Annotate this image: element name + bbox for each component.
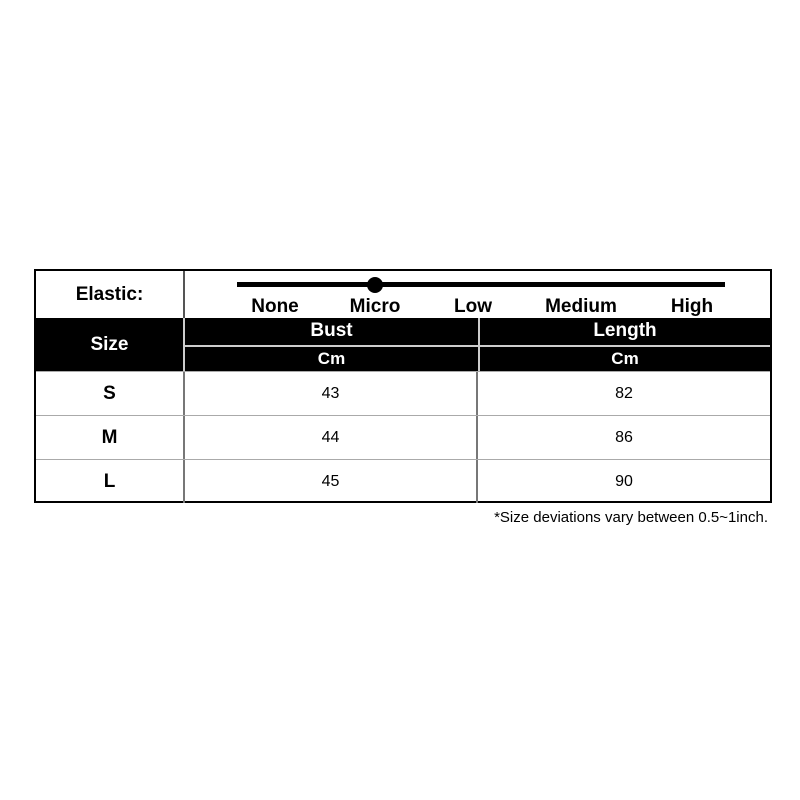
elastic-scale-line	[237, 282, 725, 287]
length-column-header: Length	[593, 320, 657, 341]
elastic-option-low: Low	[454, 296, 492, 317]
elastic-option-none: None	[251, 296, 299, 317]
size-cell: M	[36, 416, 185, 459]
bust-cell: 43	[185, 372, 478, 415]
elastic-scale	[185, 271, 770, 318]
table-row	[36, 371, 770, 415]
size-cell: S	[36, 372, 185, 415]
bust-cell: 44	[185, 416, 478, 459]
length-cell: 90	[615, 472, 633, 490]
length-unit: Cm	[480, 345, 770, 371]
size-chart	[34, 269, 772, 503]
table-header	[36, 318, 770, 371]
elastic-label: Elastic:	[36, 271, 185, 318]
size-cell: L	[36, 460, 185, 503]
header-divider	[478, 318, 480, 371]
size-deviation-note: *Size deviations vary between 0.5~1inch.	[494, 509, 768, 526]
elastic-selected-marker	[367, 277, 383, 293]
bust-column-header: Bust	[310, 320, 353, 341]
table-row	[36, 459, 770, 503]
elastic-row	[36, 271, 770, 320]
elastic-option-micro: Micro	[349, 296, 401, 317]
elastic-option-medium: Medium	[545, 296, 617, 317]
size-column-header: Size	[36, 318, 185, 371]
table-row	[36, 415, 770, 459]
length-cell: 82	[615, 384, 633, 402]
bust-unit: Cm	[185, 345, 478, 371]
length-cell: 86	[615, 428, 633, 446]
elastic-option-high: High	[670, 296, 714, 317]
bust-cell: 45	[185, 460, 478, 503]
